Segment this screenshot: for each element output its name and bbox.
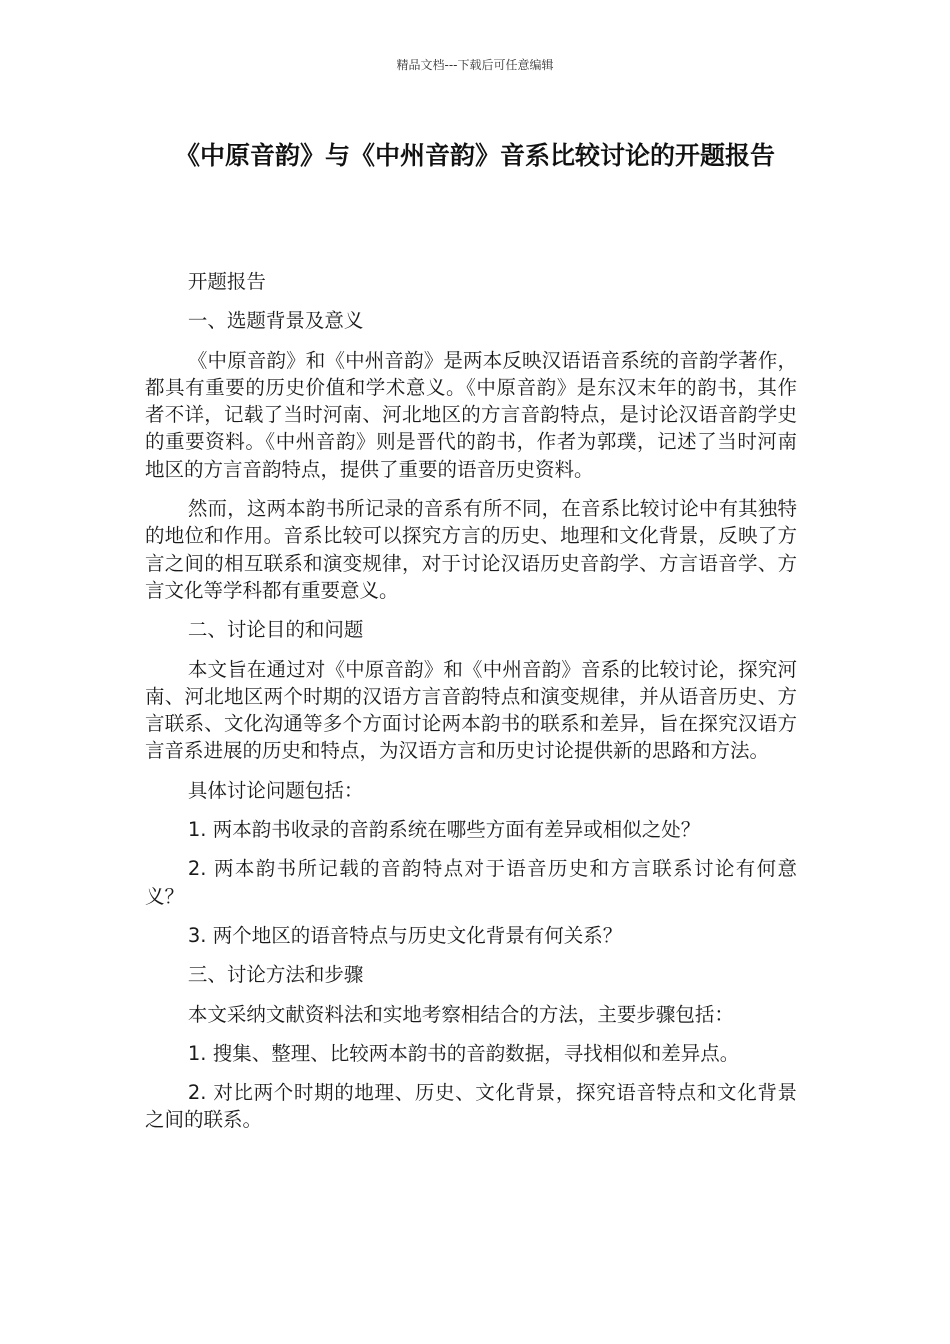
section-heading-methods: 三、讨论方法和步骤: [187, 963, 364, 987]
list-item-question-1: 1. 两本韵书收录的音韵系统在哪些方面有差异或相似之处？: [187, 818, 701, 842]
paragraph-methods-intro: 本文采纳文献资料法和实地考察相结合的方法，主要步骤包括：: [187, 1002, 734, 1026]
paragraph-questions-intro: 具体讨论问题包括：: [187, 778, 364, 802]
list-item-question-3: 3. 两个地区的语音特点与历史文化背景有何关系？: [187, 923, 623, 947]
header-note: 精品文档---下载后可任意编辑: [396, 58, 554, 72]
paragraph-purpose: 本文旨在通过对《中原音韵》和《中州音韵》音系的比较讨论，探究河南、河北地区两个时期的汉语方言音韵特点和演变规律，并从语音历史、方言联系、文化沟通等多个方面讨论两本韵书的联系和差异，旨在探究汉语方言音系进展的历史和特点，为汉语方言和历史讨论提供新的思路和方法。: [145, 657, 797, 763]
list-item-step-1: 1. 搜集、整理、比较两本韵书的音韵数据，寻找相似和差异点。: [187, 1041, 740, 1065]
paragraph-report-label: 开题报告: [187, 270, 266, 293]
paragraph-background-1: 《中原音韵》和《中州音韵》是两本反映汉语语音系统的音韵学著作，都具有重要的历史价值和学术意义。《中原音韵》是东汉末年的韵书，其作者不详，记载了当时河南、河北地区的方言音韵特点，是讨论汉语音韵学史的重要资料。《中州音韵》则是晋代的韵书，作者为郭璞，记述了当时河南地区的方言音韵特点，提供了重要的语音历史资料。: [145, 348, 797, 481]
document-body: [145, 268, 797, 1146]
paragraph-background-2: 然而，这两本韵书所记录的音系有所不同，在音系比较讨论中有其独特的地位和作用。音系比较可以探究方言的历史、地理和文化背景，反映了方言之间的相互联系和演变规律，对于讨论汉语历史音韵学、方言语音学、方言文化等学科都有重要意义。: [145, 497, 797, 602]
section-heading-purpose: 二、讨论目的和问题: [187, 618, 364, 642]
document-title: 《中原音韵》与《中州音韵》音系比较讨论的开题报告: [174, 141, 775, 170]
section-heading-background: 一、选题背景及意义: [187, 309, 364, 333]
list-item-question-2: 2. 两本韵书所记载的音韵特点对于语音历史和方言联系讨论有何意义？: [145, 857, 797, 908]
list-item-step-2: 2. 对比两个时期的地理、历史、文化背景，探究语音特点和文化背景之间的联系。: [145, 1081, 797, 1132]
